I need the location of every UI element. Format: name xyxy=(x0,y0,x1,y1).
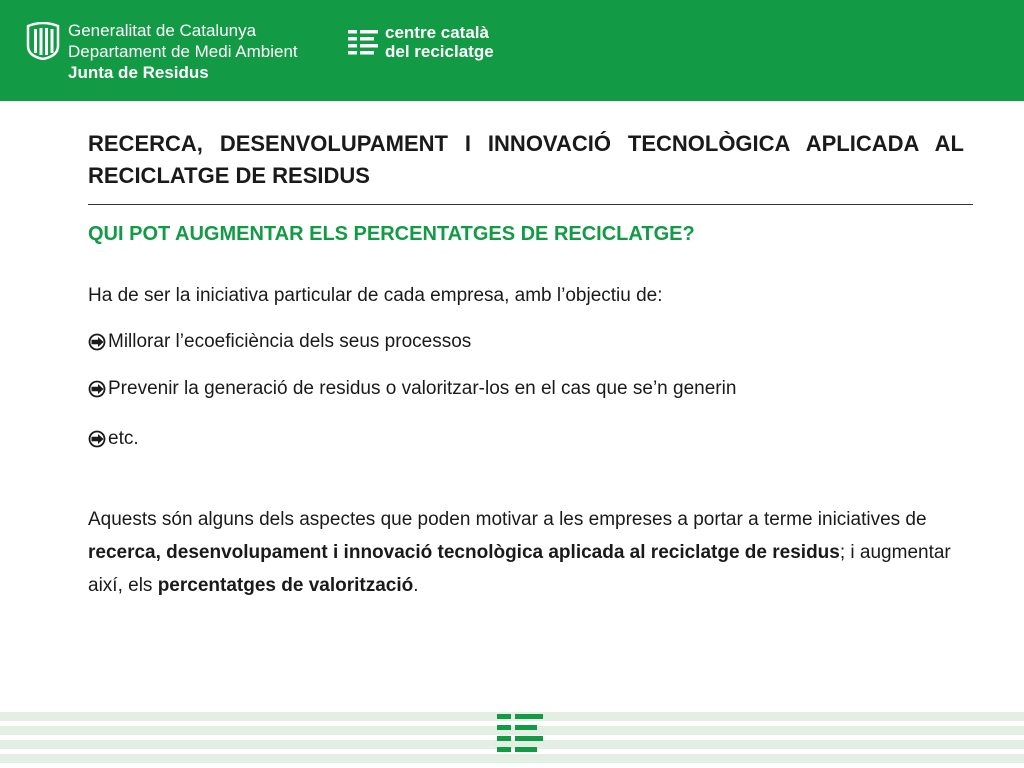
org-line-3: Junta de Residus xyxy=(68,63,209,82)
conclusion-paragraph xyxy=(88,503,958,602)
bullet-item xyxy=(88,428,139,450)
paragraph-emphasis: percentatges de valorització xyxy=(157,575,414,596)
arrow-bullet-icon xyxy=(88,430,106,448)
title-divider xyxy=(88,204,973,205)
centre-name xyxy=(385,23,494,61)
paragraph-text: Aquests són alguns dels aspectes que poden motivar a les empreses a portar a terme iniciatives de xyxy=(88,509,927,530)
organization-name xyxy=(68,20,298,83)
header-banner xyxy=(0,0,1024,101)
centre-line-1: centre català xyxy=(385,23,489,42)
org-line-1: Generalitat de Catalunya xyxy=(68,21,257,40)
intro-text: Ha de ser la iniciativa particular de cada empresa, amb l’objectiu de: xyxy=(88,285,663,306)
slide-subtitle: QUI POT AUGMENTAR ELS PERCENTATGES DE RECICLATGE? xyxy=(88,223,695,245)
centre-reciclatge-logo-icon xyxy=(348,28,380,58)
bullet-text: Millorar l’ecoeficiència dels seus processos xyxy=(108,331,472,352)
org-line-2: Departament de Medi Ambient xyxy=(68,42,298,61)
paragraph-text: ; i augmentar així, els xyxy=(88,542,951,596)
arrow-bullet-icon xyxy=(88,333,106,351)
arrow-bullet-icon xyxy=(88,380,106,398)
bullet-item xyxy=(88,378,736,400)
generalitat-logo-icon xyxy=(26,22,60,60)
footer-logo-icon xyxy=(497,710,545,758)
slide-title: RECERCA, DESENVOLUPAMENT I INNOVACIÓ TECNOLÒGICA APLICADA AL RECICLATGE DE RESIDUS xyxy=(88,131,964,188)
paragraph-text: . xyxy=(413,575,419,596)
bullet-text: etc. xyxy=(108,428,139,449)
paragraph-emphasis: recerca, desenvolupament i innovació tecnològica aplicada al reciclatge de residus xyxy=(88,542,840,563)
centre-line-2: del reciclatge xyxy=(385,42,494,61)
bullet-text: Prevenir la generació de residus o valoritzar-los en el cas que se’n generin xyxy=(108,378,737,399)
bullet-item xyxy=(88,331,471,353)
